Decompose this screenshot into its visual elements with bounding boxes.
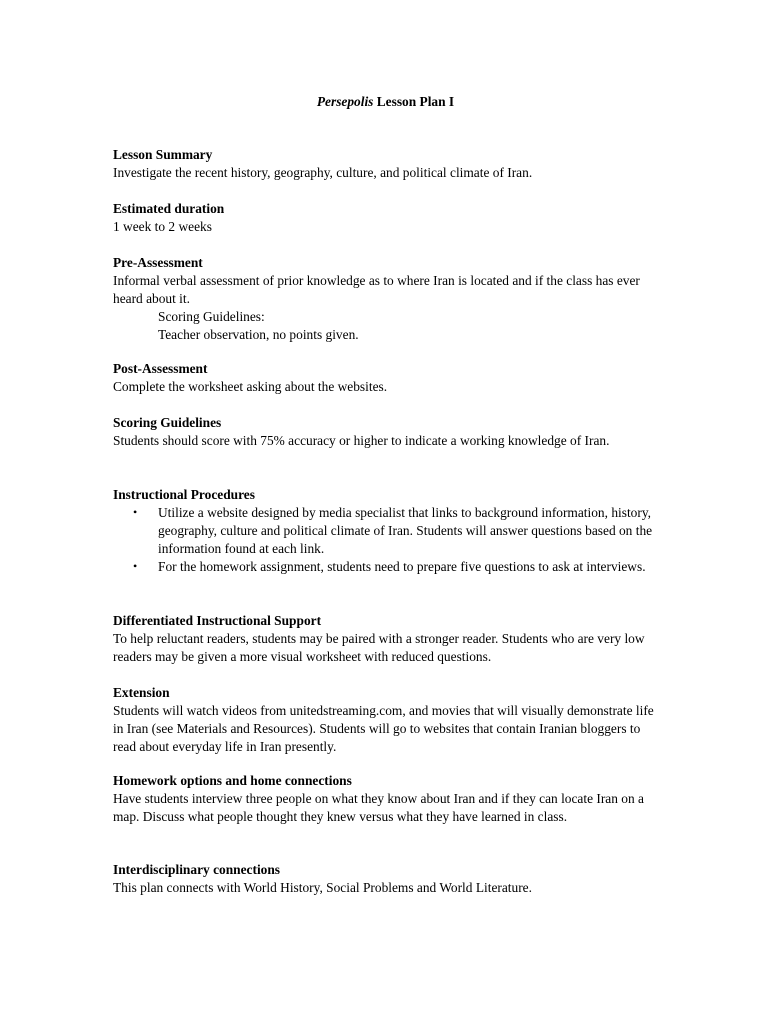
section-heading: Scoring Guidelines xyxy=(113,415,222,430)
section-text: 1 week to 2 weeks xyxy=(113,218,212,234)
section-heading: Instructional Procedures xyxy=(113,487,255,502)
list-item xyxy=(113,504,658,558)
document-title xyxy=(113,93,658,111)
indented-line: Teacher observation, no points given. xyxy=(158,326,359,342)
title-rest: Lesson Plan I xyxy=(373,94,455,109)
section-extension xyxy=(113,684,658,756)
section-text: This plan connects with World History, Social Problems and World Literature. xyxy=(113,879,532,895)
section-heading: Extension xyxy=(113,685,170,700)
section-lesson-summary xyxy=(113,146,658,182)
indented-line: Scoring Guidelines: xyxy=(158,308,265,324)
list-item-text: For the homework assignment, students need to prepare five questions to ask at interviews. xyxy=(158,558,646,574)
section-heading: Post-Assessment xyxy=(113,361,208,376)
section-text: Informal verbal assessment of prior knowledge as to where Iran is located and if the class has ever heard about it. xyxy=(113,272,640,306)
bullet-list xyxy=(113,504,658,576)
section-heading: Pre-Assessment xyxy=(113,255,203,270)
section-text: To help reluctant readers, students may be paired with a stronger reader. Students who are very low readers may be given a more visual worksheet with reduced questions. xyxy=(113,630,645,664)
section-heading: Homework options and home connections xyxy=(113,773,352,788)
title-italic: Persepolis xyxy=(316,94,374,109)
section-heading: Interdisciplinary connections xyxy=(113,862,281,877)
section-instructional-procedures xyxy=(113,486,658,576)
section-text: Students should score with 75% accuracy or higher to indicate a working knowledge of Iran. xyxy=(113,432,610,448)
section-differentiated-support xyxy=(113,612,658,666)
section-interdisciplinary xyxy=(113,861,658,897)
section-heading: Estimated duration xyxy=(113,201,225,216)
section-scoring-guidelines xyxy=(113,414,658,450)
list-item xyxy=(113,558,658,576)
section-heading: Differentiated Instructional Support xyxy=(113,613,322,628)
list-item-text: Utilize a website designed by media specialist that links to background information, history, geography, culture and political climate of Iran. Students will answer questions based on the information found at each link. xyxy=(158,504,653,556)
bullet-icon: • xyxy=(133,504,138,519)
section-pre-assessment xyxy=(113,254,658,344)
section-heading: Lesson Summary xyxy=(113,147,213,162)
section-text: Investigate the recent history, geography, culture, and political climate of Iran. xyxy=(113,164,533,180)
section-estimated-duration xyxy=(113,200,658,236)
section-text: Have students interview three people on what they know about Iran and if they can locate Iran on a map. Discuss what people thought they knew versus what they have learned in class. xyxy=(113,790,644,824)
section-homework-options xyxy=(113,772,658,826)
bullet-icon: • xyxy=(133,558,138,573)
section-post-assessment xyxy=(113,360,658,396)
section-text: Students will watch videos from unitedstreaming.com, and movies that will visually demonstrate life in Iran (see Materials and Resources). Students will go to websites that contain Iranian bloggers to read about everyday life in Iran presently. xyxy=(113,702,654,754)
section-text: Complete the worksheet asking about the websites. xyxy=(113,378,388,394)
